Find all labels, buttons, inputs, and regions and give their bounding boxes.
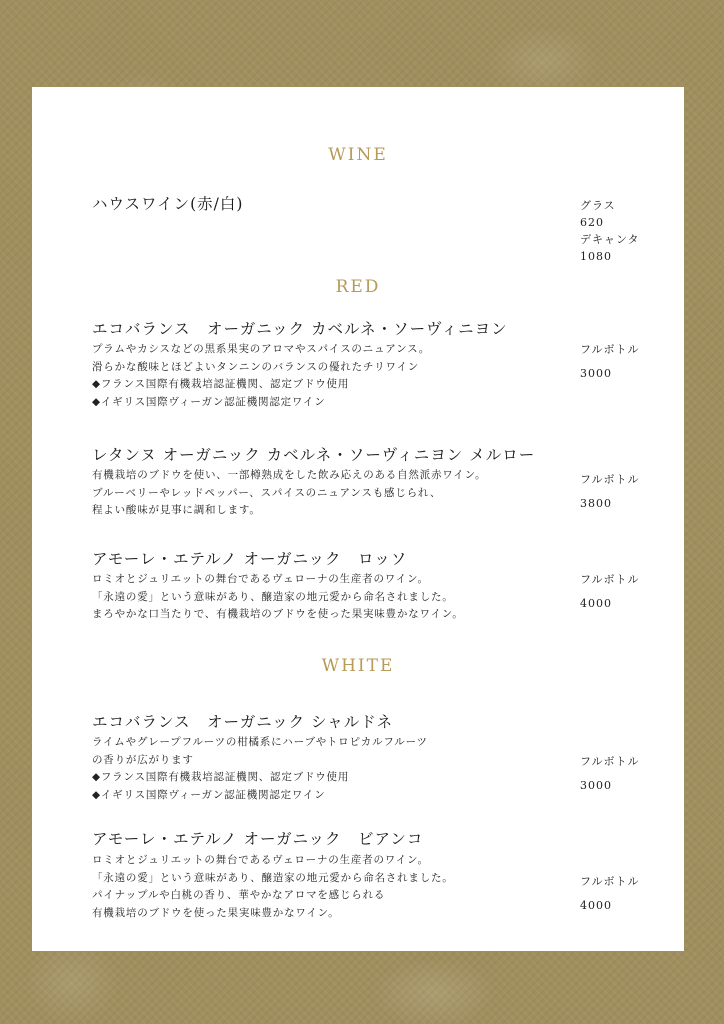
description-line: ロミオとジュリエットの舞台であるヴェローナの生産者のワイン。: [92, 573, 429, 585]
white-item-name: エコバランス オーガニック シャルドネ: [92, 713, 394, 731]
price: 3000: [580, 367, 612, 380]
description-line: ライムやグレープフルーツの柑橘系にハーブやトロピカルフルーツ: [92, 736, 428, 748]
description-line: プラムやカシスなどの黒系果実のアロマやスパイスのニュアンス。: [92, 343, 431, 355]
bottle-size: フルボトル: [580, 755, 640, 768]
description-line: 滑らかな酸味とほどよいタンニンのバランスの優れたチリワイン: [92, 360, 420, 373]
price: 4000: [580, 597, 612, 610]
red-item-price: [580, 471, 640, 512]
bottle-size: フルボトル: [580, 473, 640, 486]
price: 3000: [580, 779, 612, 792]
bottle-size: フルボトル: [580, 343, 640, 356]
house-wine-name: ハウスワイン(赤/白): [92, 195, 244, 213]
description-line: の香りが広がります: [92, 753, 194, 766]
price: 3800: [580, 497, 612, 510]
bottle-size: フルボトル: [580, 573, 640, 586]
white-item-price: [580, 753, 640, 794]
white-item-description: [92, 852, 454, 922]
white-item-price: [580, 873, 640, 914]
description-line: ブルーベリーやレッドペッパー、スパイスのニュアンスも感じられ、: [92, 486, 442, 499]
description-line: 有機栽培のブドウを使い、一部樽熟成をした飲み応えのある自然派赤ワイン。: [92, 469, 487, 481]
house-wine-prices: [580, 197, 640, 265]
red-item-description: [92, 341, 430, 411]
red-item-price: [580, 571, 640, 612]
description-line: 程よい酸味が見事に調和します。: [92, 504, 261, 516]
description-line: ◆フランス国際有機栽培認証機関、認定ブドウ使用: [92, 378, 350, 390]
description-line: パイナップルや白桃の香り、華やかなアロマを感じられる: [92, 889, 386, 901]
red-item-price: [580, 341, 640, 382]
red-item-name: エコバランス オーガニック カベルネ・ソーヴィニヨン: [92, 320, 508, 338]
red-item-description: [92, 571, 464, 624]
white-item-name: アモーレ・エテルノ オーガニック ビアンコ: [92, 830, 424, 848]
red-item-description: [92, 467, 486, 520]
glass-price: 620: [580, 216, 604, 229]
description-line: ◆イギリス国際ヴィーガン認証機関認定ワイン: [92, 788, 326, 801]
description-line: 「永遠の愛」という意味があり、醸造家の地元愛から命名されました。: [92, 590, 454, 603]
menu-card: [32, 87, 684, 951]
red-item-name: アモーレ・エテルノ オーガニック ロッソ: [92, 550, 408, 568]
red-item-name: レタンヌ オーガニック カベルネ・ソーヴィニヨン メルロー: [92, 446, 536, 464]
bottle-size: フルボトル: [580, 875, 640, 888]
red-section-title: RED: [335, 277, 381, 297]
description-line: 有機栽培のブドウを使った果実味豊かなワイン。: [92, 906, 340, 919]
wine-section-title: WINE: [328, 145, 388, 165]
price: 4000: [580, 899, 612, 912]
description-line: ロミオとジュリエットの舞台であるヴェローナの生産者のワイン。: [92, 854, 429, 866]
description-line: 「永遠の愛」という意味があり、醸造家の地元愛から命名されました。: [92, 871, 454, 884]
description-line: ◆フランス国際有機栽培認証機関、認定ブドウ使用: [92, 771, 350, 783]
white-section-title: WHITE: [321, 656, 395, 676]
glass-label: グラス: [580, 199, 616, 212]
decanter-price: 1080: [580, 250, 612, 263]
white-item-description: [92, 734, 428, 804]
decanter-label: デキャンタ: [580, 233, 640, 246]
description-line: ◆イギリス国際ヴィーガン認証機関認定ワイン: [92, 395, 326, 408]
description-line: まろやかな口当たりで、有機栽培のブドウを使った果実味豊かなワイン。: [92, 608, 464, 620]
